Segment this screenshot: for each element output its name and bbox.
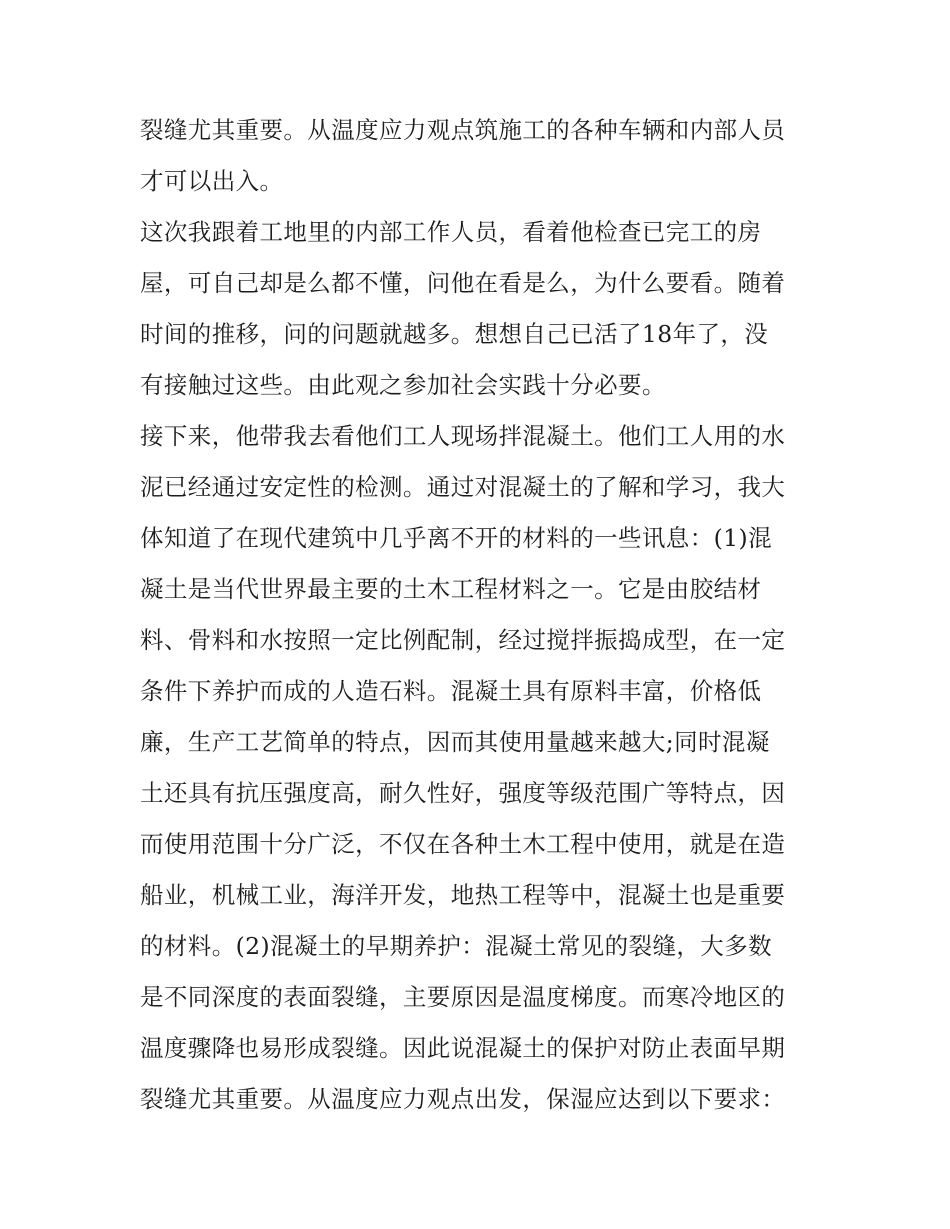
text-line: 屋，可自己却是么都不懂，问他在看是么，为什么要看。随着: [140, 269, 786, 297]
text-line: 裂缝尤其重要。从温度应力观点出发，保湿应达到以下要求：: [140, 1085, 786, 1113]
text-line: 廉，生产工艺简单的特点，因而其使用量越来越大;同时混凝: [140, 728, 770, 756]
text-line: 泥已经通过安定性的检测。通过对混凝土的了解和学习，我大: [140, 473, 786, 501]
text-line: 是不同深度的表面裂缝，主要原因是温度梯度。而寒冷地区的: [140, 983, 786, 1011]
text-line: 的材料。(2)混凝土的早期养护：混凝土常见的裂缝，大多数: [140, 932, 772, 960]
text-line: 接下来，他带我去看他们工人现场拌混凝土。他们工人用的水: [140, 422, 786, 450]
text-line: 料、骨料和水按照一定比例配制，经过搅拌振捣成型，在一定: [140, 626, 786, 654]
text-line: 才可以出入。: [140, 167, 284, 195]
text-line: 裂缝尤其重要。从温度应力观点筑施工的各种车辆和内部人员: [140, 116, 786, 144]
text-line: 船业，机械工业，海洋开发，地热工程等中，混凝土也是重要: [140, 881, 786, 909]
text-line: 温度骤降也易形成裂缝。因此说混凝土的保护对防止表面早期: [140, 1034, 786, 1062]
text-line: 凝土是当代世界最主要的土木工程材料之一。它是由胶结材: [140, 575, 762, 603]
text-line: 而使用范围十分广泛，不仅在各种土木工程中使用，就是在造: [140, 830, 786, 858]
body-text: [140, 105, 820, 1125]
text-line: 有接触过这些。由此观之参加社会实践十分必要。: [140, 371, 666, 399]
text-line: 体知道了在现代建筑中几乎离不开的材料的一些讯息：(1)混: [140, 524, 772, 552]
text-line: 条件下养护而成的人造石料。混凝土具有原料丰富，价格低: [140, 677, 762, 705]
text-line: 土还具有抗压强度高，耐久性好，强度等级范围广等特点，因: [140, 779, 786, 807]
text-line: 时间的推移，问的问题就越多。想想自己已活了18年了，没: [140, 320, 769, 348]
text-line: 这次我跟着工地里的内部工作人员，看着他检查已完工的房: [140, 218, 762, 246]
